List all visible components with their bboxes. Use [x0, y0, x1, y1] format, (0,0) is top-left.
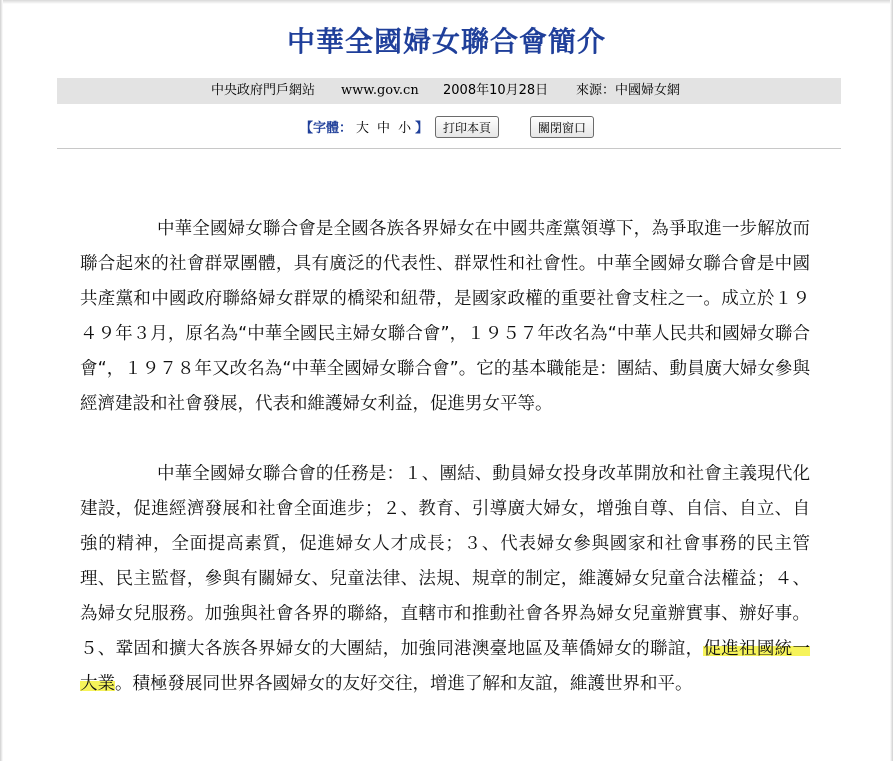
font-size-label: 字體： [313, 121, 353, 136]
paragraph-tasks [80, 457, 810, 702]
info-date: 2008年10月28日 [443, 83, 549, 98]
print-page-button[interactable]: 打印本頁 [435, 116, 499, 138]
highlighted-text: 促進祖國統一大業 [80, 639, 810, 694]
font-size-close-bracket: 】 [415, 121, 429, 136]
info-site-name: 中央政府門戶網站 [211, 83, 316, 98]
page-title: 中華全國婦女聯合會簡介 [286, 25, 606, 58]
header-divider [57, 148, 841, 149]
paragraph-tasks-text: 中華全國婦女聯合會的任務是：１、團結、動員婦女投身改革開放和社會主義現代化建設，促進經濟發展和社會全面進步；２、教育、引導廣大婦女，增強自尊、自信、自立、自強的精神，全面提高素質，促進婦女人才成長；３、代表婦女參與國家和社會事務的民主管理、民主監督，參與有關婦女、兒童法律、法規、規章的制定，維護婦女兒童合法權益；４、為婦女兒服務。加強與社會各界的聯絡，直轄市和推動社會各界為婦女兒童辦實事、辦好事。５、鞏固和擴大各族各界婦女的大團結，加強同港澳臺地區及華僑婦女的聯誼， [80, 464, 810, 659]
article-info-bar [57, 78, 841, 104]
paragraph-intro: 中華全國婦女聯合會是全國各族各界婦女在中國共產黨領導下，為爭取進一步解放而聯合起來的社會群眾團體，具有廣泛的代表性、群眾性和社會性。中華全國婦女聯合會是中國共產黨和中國政府聯絡婦女群眾的橋梁和紐帶，是國家政權的重要社會支柱之一。成立於１９４９年３月，原名為“中華全國民主婦女聯合會”，１９５７年改名為“中華人民共和國婦女聯合會“，１９７８年又改名為“中華全國婦女聯合會”。它的基本職能是：團結、動員廣大婦女參與經濟建設和社會發展，代表和維護婦女利益，促進男女平等。 [80, 219, 810, 414]
window-frame-left [0, 0, 3, 761]
info-source: 來源：中國婦女網 [576, 83, 681, 98]
close-window-button[interactable]: 關閉窗口 [530, 116, 594, 138]
font-size-open-bracket: 【 [300, 121, 314, 136]
font-size-large-link[interactable]: 大 [356, 121, 370, 136]
window-frame-top [0, 0, 893, 4]
font-size-selector [300, 120, 428, 138]
info-site-url: www.gov.cn [341, 83, 419, 98]
font-size-medium-link[interactable]: 中 [377, 121, 391, 136]
paragraph-tasks-text-end: 。積極發展同世界各國婦女的友好交往，增進了解和友誼，維護世界和平。 [115, 674, 693, 694]
article-body [80, 212, 810, 702]
font-size-small-link[interactable]: 小 [398, 121, 412, 136]
